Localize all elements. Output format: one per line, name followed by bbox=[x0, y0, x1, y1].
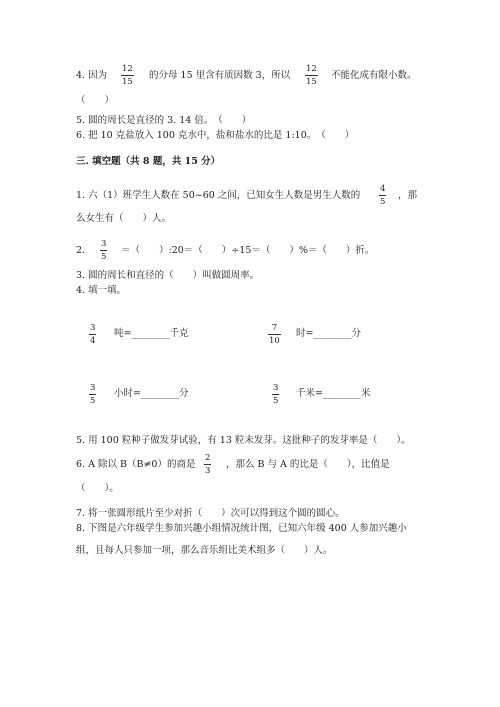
f4-item3-fraction bbox=[89, 384, 96, 405]
f3-text: 3. 圆的周长和直径的（ ）叫做圆周率。 bbox=[76, 270, 260, 281]
f8-text-a: 8. 下图是六年级学生参加兴趣小组情况统计图，已知六年级 400 人参加兴趣小 bbox=[76, 523, 407, 534]
f4-item2-text: 时=________分 bbox=[296, 328, 361, 339]
f4-item3-text: 小时=________分 bbox=[114, 388, 189, 399]
q4-answer-blank: （ ） bbox=[76, 95, 115, 106]
fraction-denominator: 3 bbox=[205, 465, 211, 476]
f6-text-c: （ ）。 bbox=[76, 483, 119, 494]
fraction-numerator: 12 bbox=[306, 64, 317, 74]
q5-text: 5. 圆的周长是直径的 3. 14 倍。 （ ） bbox=[76, 115, 252, 126]
f2-text-a: 2. bbox=[76, 245, 86, 256]
f1-text-b: ，那 bbox=[398, 190, 418, 201]
f6-fraction bbox=[204, 454, 211, 475]
f6-text-a: 6. A 除以 B（B≠0）的商是 bbox=[76, 459, 196, 470]
q4-text-b: 的分母 15 里含有质因数 3，所以 bbox=[149, 70, 291, 81]
f6-text-b: ，那么 B 与 A 的比是（ ），比值是 bbox=[226, 459, 390, 470]
f8-text-b: 组，且每人只参加一项，那么音乐组比美术组多（ ）人。 bbox=[76, 545, 333, 556]
f2-text-b: ＝（ ）:20＝（ ）÷15＝（ ）%＝（ ）折。 bbox=[121, 245, 375, 256]
fraction-numerator: 7 bbox=[271, 323, 278, 333]
fraction-numerator: 3 bbox=[90, 323, 96, 333]
fraction-denominator: 5 bbox=[101, 251, 107, 262]
fraction-denominator: 4 bbox=[90, 335, 96, 346]
fraction-numerator: 4 bbox=[380, 184, 386, 194]
f2-fraction bbox=[100, 240, 107, 261]
q4-text-c: 不能化成有限小数。 bbox=[331, 70, 417, 81]
fraction-denominator: 15 bbox=[306, 76, 317, 87]
f4-item2-fraction bbox=[268, 324, 281, 345]
fraction-numerator: 2 bbox=[205, 453, 211, 463]
f5-text: 5. 用 100 粒种子做发芽试验，有 13 粒未发芽。这批种子的发芽率是（ ）。 bbox=[76, 435, 411, 446]
fraction-numerator: 3 bbox=[273, 383, 279, 393]
fraction-denominator: 5 bbox=[380, 196, 386, 207]
fraction-denominator: 10 bbox=[269, 335, 280, 346]
fraction-numerator: 12 bbox=[122, 64, 133, 74]
fraction-denominator: 5 bbox=[273, 395, 279, 406]
f4-item4-text: 千米=________米 bbox=[296, 388, 371, 399]
f4-text: 4. 填一填。 bbox=[76, 285, 127, 296]
f4-item1-text: 吨=________千克 bbox=[114, 328, 189, 339]
section-title: 三. 填空题（共 8 题，共 15 分） bbox=[76, 156, 221, 167]
fraction-numerator: 3 bbox=[90, 383, 96, 393]
q4-text-a: 4. 因为 bbox=[76, 70, 108, 81]
f1-text-a: 1. 六（1）班学生人数在 50~60 之间，已知女生人数是男生人数的 bbox=[76, 190, 361, 201]
q4-fraction-1 bbox=[121, 65, 134, 86]
fraction-numerator: 3 bbox=[101, 239, 107, 249]
f4-item4-fraction bbox=[272, 384, 279, 405]
q6-text: 6. 把 10 克盐放入 100 克水中，盐和盐水的比是 1:10。 （ ） bbox=[76, 130, 355, 141]
fraction-denominator: 5 bbox=[90, 395, 96, 406]
fraction-denominator: 15 bbox=[122, 76, 133, 87]
f7-text: 7. 将一张圆形纸片至少对折（ ）次可以得到这个圆的圆心。 bbox=[76, 508, 345, 519]
f1-fraction bbox=[379, 185, 386, 206]
q4-fraction-2 bbox=[305, 65, 318, 86]
f1-text-c: 么女生有（ ）人。 bbox=[76, 213, 172, 224]
f4-item1-fraction bbox=[89, 324, 96, 345]
